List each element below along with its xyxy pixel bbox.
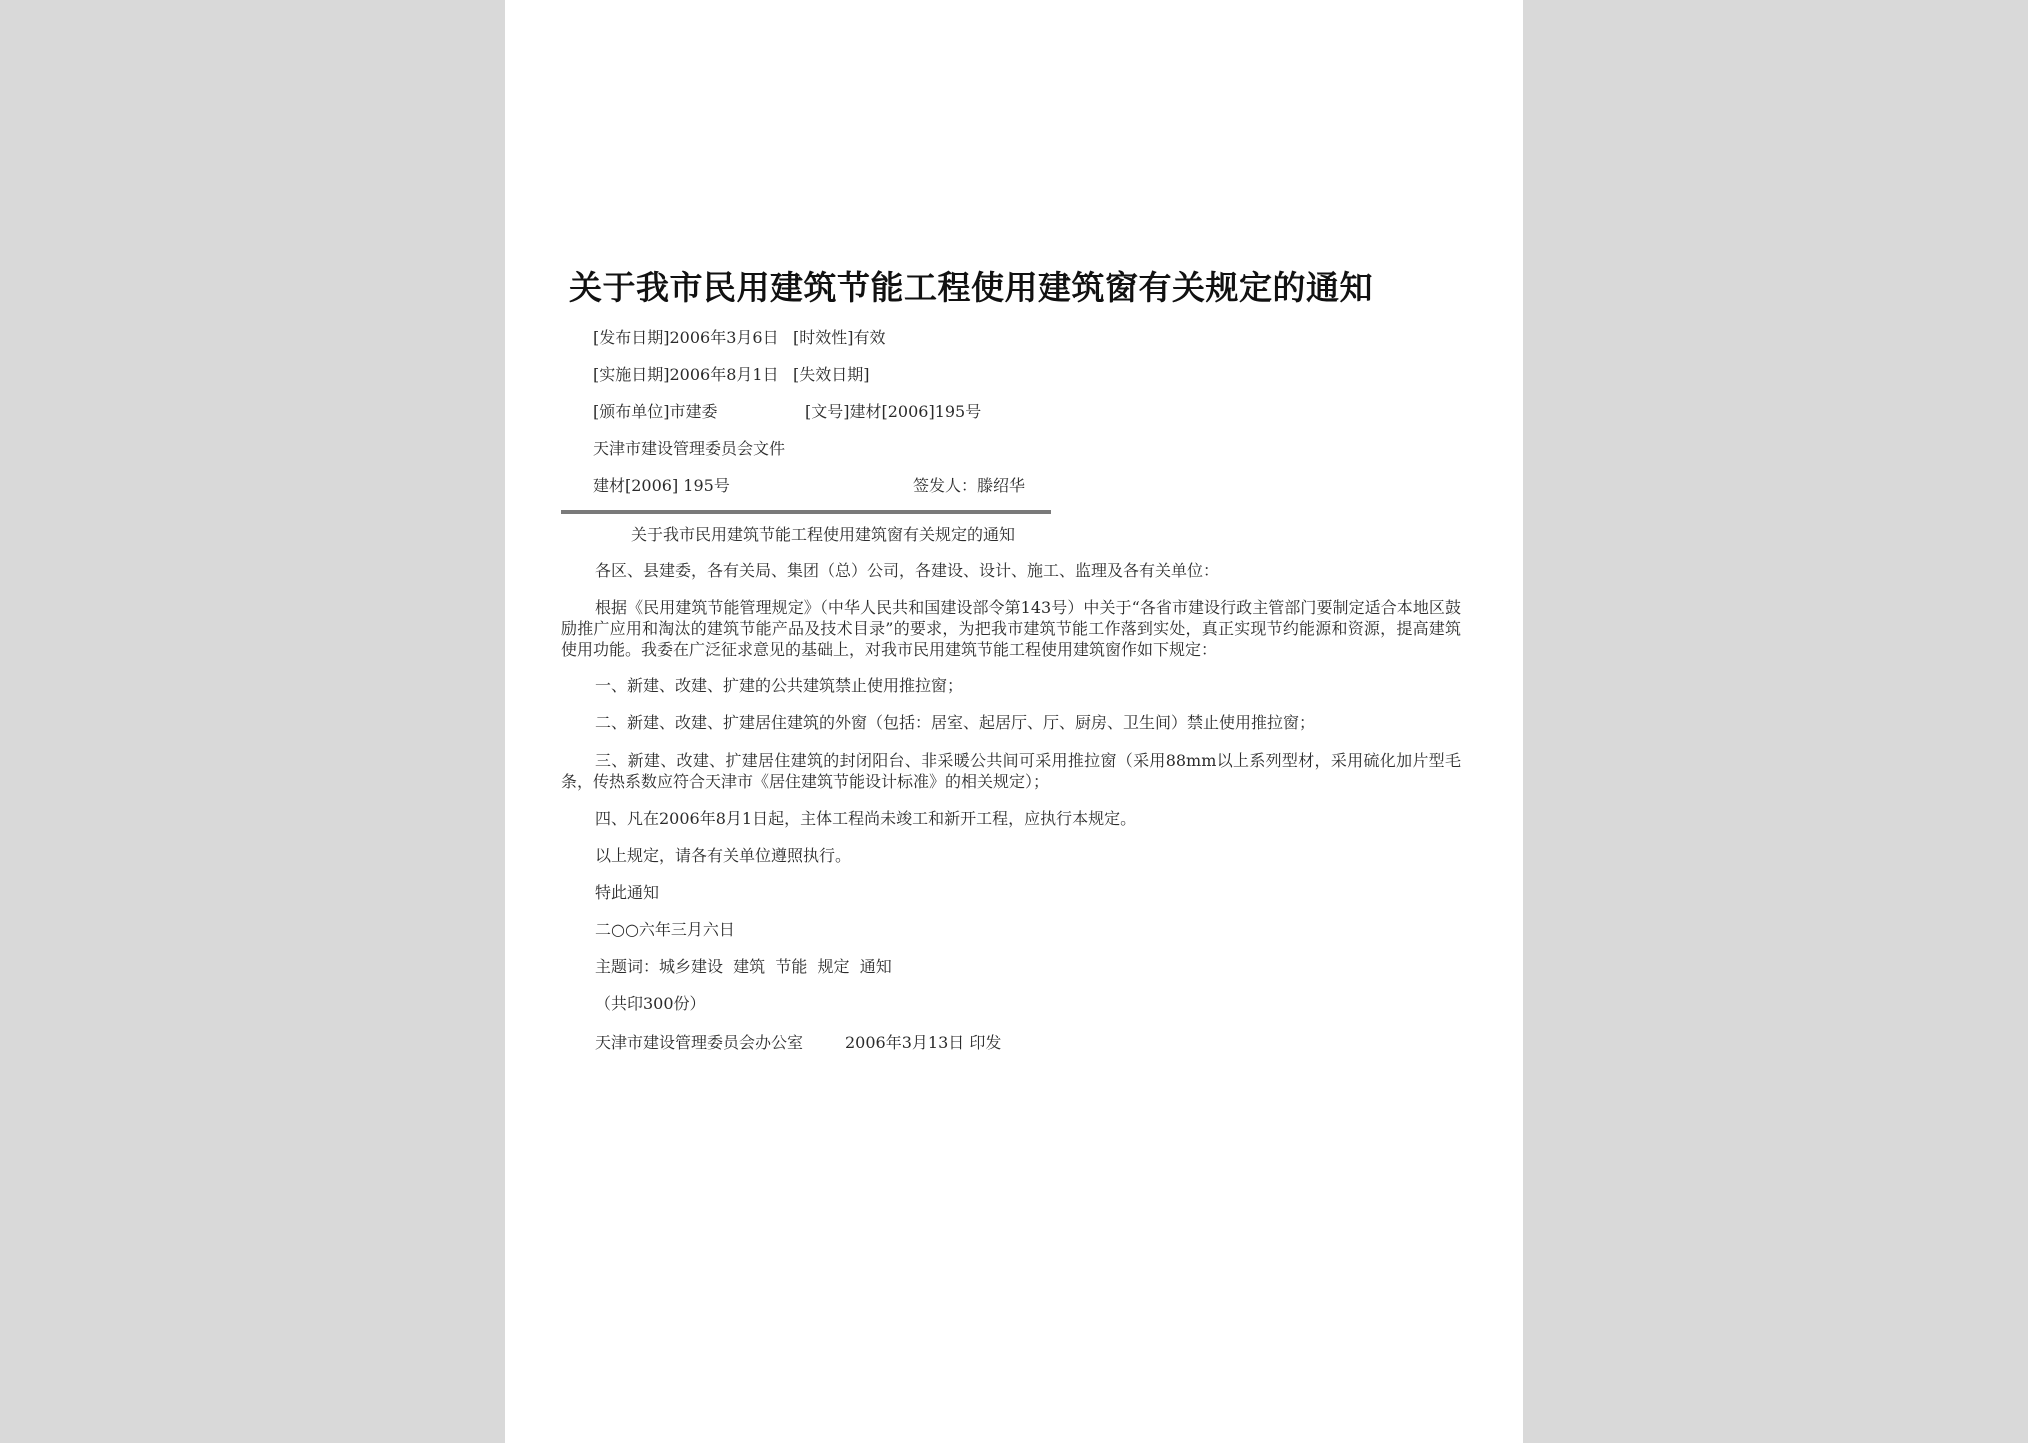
keywords: 主题词：城乡建设 建筑 节能 规定 通知 <box>595 957 892 976</box>
signer: 签发人：滕绍华 <box>913 476 1026 495</box>
footer-office: 天津市建设管理委员会办公室 <box>595 1033 804 1052</box>
item-3: 三、新建、改建、扩建居住建筑的封闭阳台、非采暖公共间可采用推拉窗（采用88mm以上系列型材，采用硫化加片型毛条，传热系数应符合天津市《居住建筑节能设计标准》的相关规定）； <box>561 751 1461 791</box>
closing: 以上规定，请各有关单位遵照执行。 <box>595 846 852 865</box>
file-number: 建材[2006] 195号 <box>593 476 730 495</box>
body-subtitle: 关于我市民用建筑节能工程使用建筑窗有关规定的通知 <box>631 525 1016 544</box>
expiry-date: [失效日期] <box>793 365 870 384</box>
effective-date: [实施日期]2006年8月1日 <box>593 365 779 384</box>
item-4: 四、凡在2006年8月1日起，主体工程尚未竣工和新开工程，应执行本规定。 <box>595 809 1137 828</box>
notice: 特此通知 <box>595 883 660 902</box>
item-1: 一、新建、改建、扩建的公共建筑禁止使用推拉窗； <box>595 676 964 695</box>
publish-date: [发布日期]2006年3月6日 <box>593 328 779 347</box>
copies: （共印300份） <box>595 994 706 1013</box>
header-divider <box>561 510 1051 514</box>
validity: [时效性]有效 <box>793 328 886 347</box>
intro-paragraph: 根据《民用建筑节能管理规定》（中华人民共和国建设部令第143号）中关于“各省市建设行政主管部门要制定适合本地区鼓励推广应用和淘汰的建筑节能产品及技术目录”的要求，为把我市建筑节能工作落到实处，真正实现节约能源和资源，提高建筑使用功能。我委在广泛征求意见的基础上，对我市民用建筑节能工程使用建筑窗作如下规定： <box>561 598 1461 659</box>
item-2: 二、新建、改建、扩建居住建筑的外窗（包括：居室、起居厅、厅、厨房、卫生间）禁止使用推拉窗； <box>595 713 1316 732</box>
footer-date: 2006年3月13日 印发 <box>845 1033 1002 1052</box>
org-file: 天津市建设管理委员会文件 <box>593 439 786 458</box>
document-title: 关于我市民用建筑节能工程使用建筑窗有关规定的通知 <box>569 268 1373 307</box>
document-page <box>505 0 1523 1443</box>
issue-date: 二○○六年三月六日 <box>595 920 735 939</box>
issuer: [颁布单位]市建委 <box>593 402 718 421</box>
doc-number: [文号]建材[2006]195号 <box>805 402 982 421</box>
recipients: 各区、县建委，各有关局、集团（总）公司，各建设、设计、施工、监理及各有关单位： <box>595 561 1220 580</box>
